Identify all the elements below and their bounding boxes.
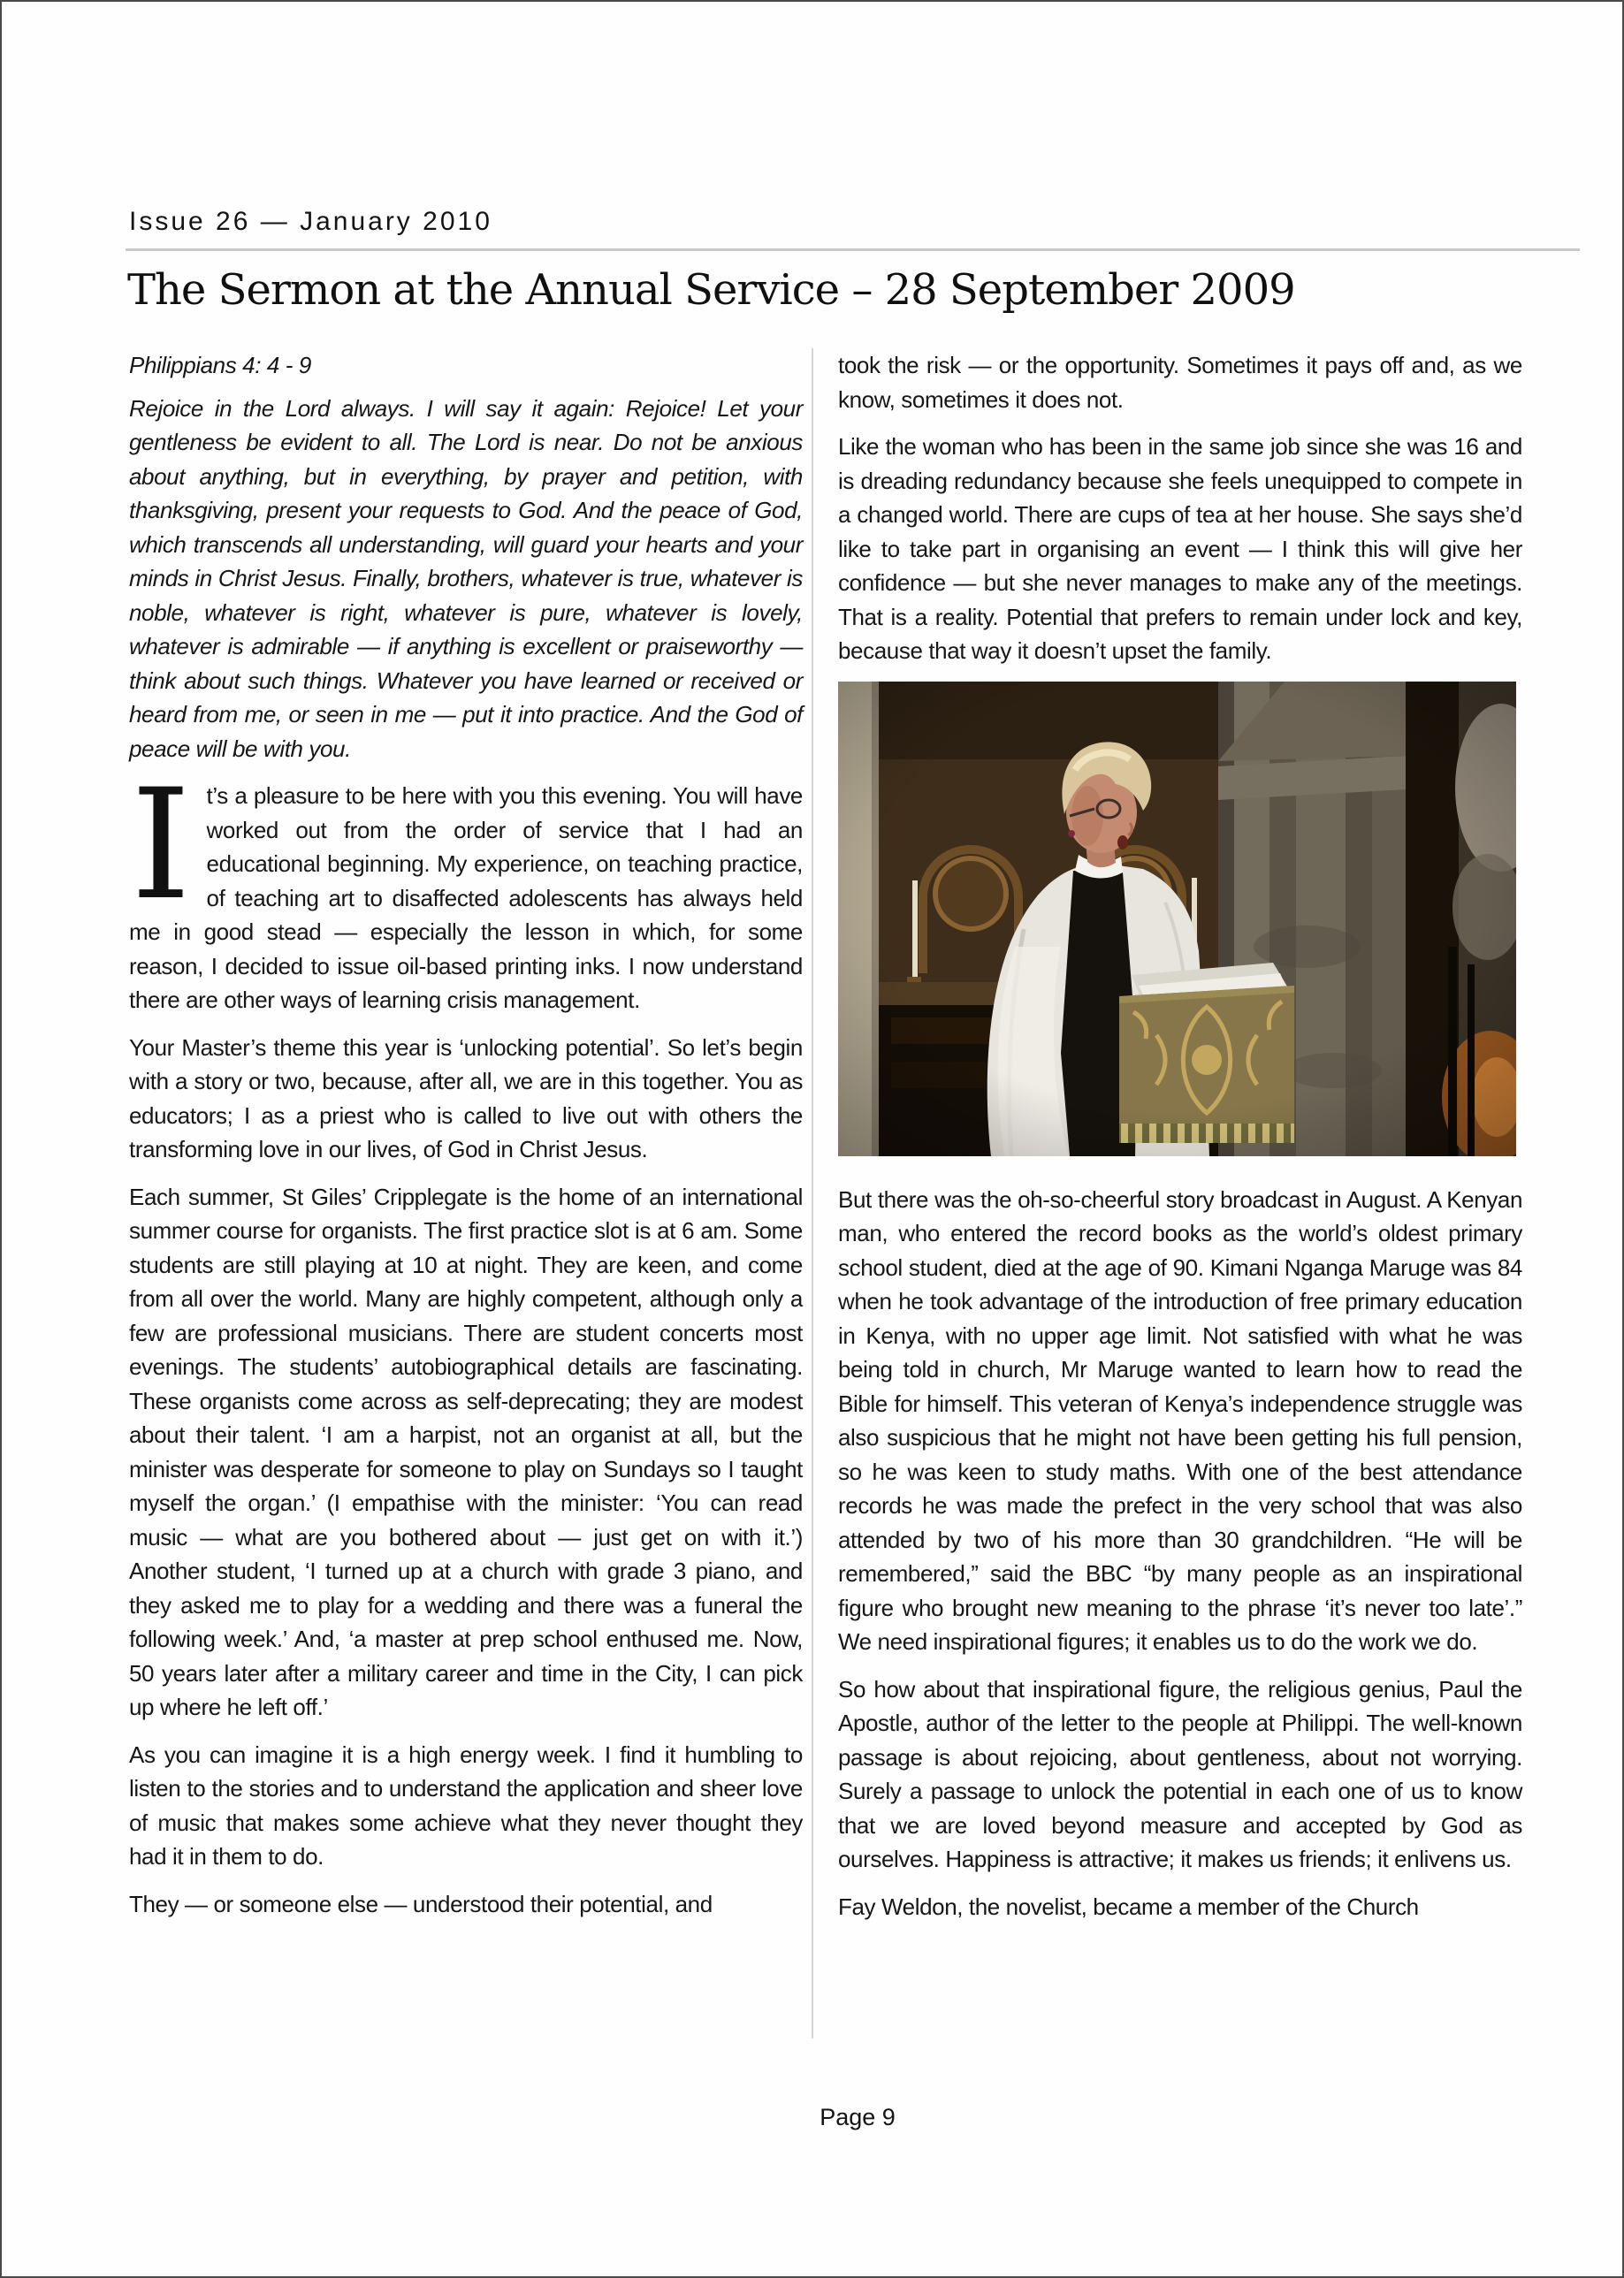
sermon-photo <box>838 682 1516 1156</box>
left-column <box>129 348 803 1934</box>
column-divider <box>812 348 813 2038</box>
scripture-passage: Rejoice in the Lord always. I will say it again: Rejoice! Let your gentleness be evident to all. The Lord is near. Do not be anxious about anything, but in everything, by prayer and petition, with thanksgiving, present your requests to God. And the peace of God, which transcends all understanding, will guard your hearts and your minds in Christ Jesus. Finally, brothers, whatever is true, whatever is noble, whatever is right, whatever is pure, whatever is lovely, whatever is admirable — if anything is excellent or praiseworthy — think about such things. Whatever you have learned or received or heard from me, or seen in me — put it into practice. And the God of peace will be with you. <box>129 394 803 762</box>
body-paragraph: Each summer, St Giles’ Cripplegate is the home of an international summer course for organists. The first practice slot is at 6 am. Some students are still playing at 10 at night. They are keen, and come from all over the world. Many are highly competent, although only a few are professional musicians. There are student concerts most evenings. The students’ autobiographical details are fascinating. These organists come across as self-deprecating; they are modest about their talent. ‘I am a harpist, not an organist at all, but the minister was desperate for someone to play on Sundays so I taught myself the organ.’ (I empathise with the minister: ‘You can read music — what are you bothered about — just get on with it.’) Another student, ‘I turned up at a church with grade 3 piano, and they asked me to play for a wedding and there was a funeral the following week.’ And, ‘a master at prep school enthused me. Now, 50 years later after a military career and time in the City, I can pick up where he left off.’ <box>129 1183 803 1720</box>
body-paragraph: So how about that inspirational figure, the religious genius, Paul the Apostle, author of the letter to the people at Philippi. The well-known passage is about rejoicing, about gentleness, about not worrying. Surely a passage to unlock the potential in each one of us to know that we are loved beyond measure and accepted by God as ourselves. Happiness is attractive; it makes us friends; it enlivens us. <box>838 1675 1522 1872</box>
body-paragraph: They — or someone else — understood their potential, and <box>129 1890 713 1917</box>
drop-cap: I <box>131 756 191 933</box>
opening-paragraph <box>129 756 803 1017</box>
body-paragraph: Your Master’s theme this year is ‘unlocking potential’. So let’s begin with a story or two, because, after all, we are in this together. You as educators; I as a priest who is called to live out with others the transforming love in our lives, of God in Christ Jesus. <box>129 1033 803 1162</box>
header-rule <box>126 248 1580 251</box>
issue-header: Issue 26 — January 2010 <box>129 207 492 236</box>
body-paragraph: Fay Weldon, the novelist, became a member of the Church <box>838 1893 1419 1920</box>
opening-paragraph-text: t’s a pleasure to be here with you this evening. You will have worked out from the order of service that I had an educational beginning. My experience, on teaching practice, of teaching art to disaffected adolescents has always held me in good stead — especially the lesson in which, for some reason, I decided to issue oil-based printing inks. I now understand there are other ways of learning crisis management. <box>129 782 803 1013</box>
body-paragraph: took the risk — or the opportunity. Sometimes it pays off and, as we know, sometimes it does not. <box>838 352 1522 413</box>
sermon-photo-illustration <box>838 682 1516 1156</box>
article-title: The Sermon at the Annual Service – 28 September 2009 <box>127 265 1295 315</box>
scripture-reference: Philippians 4: 4 - 9 <box>129 352 311 378</box>
body-paragraph: But there was the oh-so-cheerful story broadcast in August. A Kenyan man, who entered the record books as the world’s oldest primary school student, died at the age of 90. Kimani Nganga Maruge was 84 when he took advantage of the introduction of free primary education in Kenya, with no upper age limit. Not satisfied with what he was being told in church, Mr Maruge wanted to learn how to read the Bible for himself. This veteran of Kenya’s independence struggle was also suspicious that he might not have been getting his full pension, so he was keen to study maths. With one of the best attendance records he was made the prefect in the very school that was also attended by two of his more than 30 grandchildren. “He will be remembered,” said the BBC “by many people as an inspirational figure who brought new meaning to the phrase ‘it’s never too late’.” We need inspirational figures; it enables us to do the work we do. <box>838 1185 1522 1655</box>
body-paragraph: As you can imagine it is a high energy week. I find it humbling to listen to the stories and to understand the application and sheer love of music that makes some achieve what they never thought they had it in them to do. <box>129 1741 803 1870</box>
right-column <box>838 348 1522 1937</box>
body-paragraph: Like the woman who has been in the same job since she was 16 and is dreading redundancy because she feels unequipped to compete in a changed world. There are cups of tea at her house. She says she’d like to take part in organising an event — I think this will give her confidence — but she never manages to make any of the meetings. That is a reality. Potential that prefers to remain under lock and key, because that way it doesn’t upset the family. <box>838 433 1522 664</box>
page-number: Page 9 <box>820 2104 896 2130</box>
